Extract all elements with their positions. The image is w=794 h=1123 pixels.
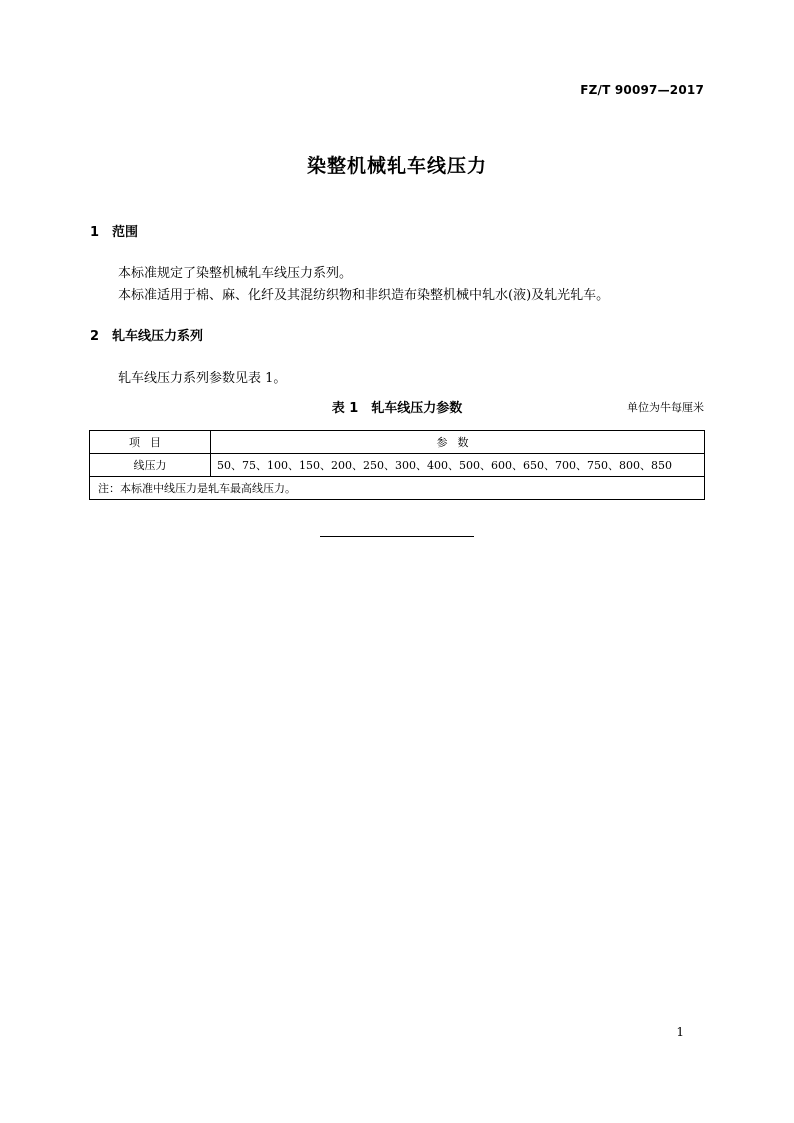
section-2-paragraph-1: 轧车线压力系列参数见表 1。 xyxy=(118,371,287,386)
header-parameters: 参数 xyxy=(211,431,705,454)
section-1-paragraph-2: 本标准适用于棉、麻、化纤及其混纺织物和非织造布染整机械中轧水(液)及轧光轧车。 xyxy=(118,288,610,303)
table-header-row xyxy=(90,431,705,454)
section-1-title: 范围 xyxy=(112,225,139,240)
table-row xyxy=(90,454,705,477)
table-caption: 表 1 轧车线压力参数 xyxy=(331,401,463,416)
table-note-row xyxy=(90,477,705,500)
section-2-heading xyxy=(90,325,203,344)
row-values: 50、75、100、150、200、250、300、400、500、600、650、700、750、800、850 xyxy=(211,454,705,477)
page-number: 1 xyxy=(676,1025,684,1039)
document-title: 染整机械轧车线压力 xyxy=(306,155,487,177)
parameter-table xyxy=(89,430,705,500)
table-unit: 单位为牛每厘米 xyxy=(627,401,704,414)
section-2-title: 轧车线压力系列 xyxy=(112,329,204,344)
header-item: 项目 xyxy=(90,431,211,454)
section-2-number: 2 xyxy=(90,329,100,344)
section-1-heading xyxy=(90,221,138,240)
section-1-number: 1 xyxy=(90,225,100,240)
row-label: 线压力 xyxy=(90,454,211,477)
standard-code: FZ/T 90097—2017 xyxy=(580,83,704,97)
table-note: 注：本标准中线压力是轧车最高线压力。 xyxy=(90,477,705,500)
section-1-paragraph-1: 本标准规定了染整机械轧车线压力系列。 xyxy=(118,266,353,281)
end-rule xyxy=(320,536,474,537)
